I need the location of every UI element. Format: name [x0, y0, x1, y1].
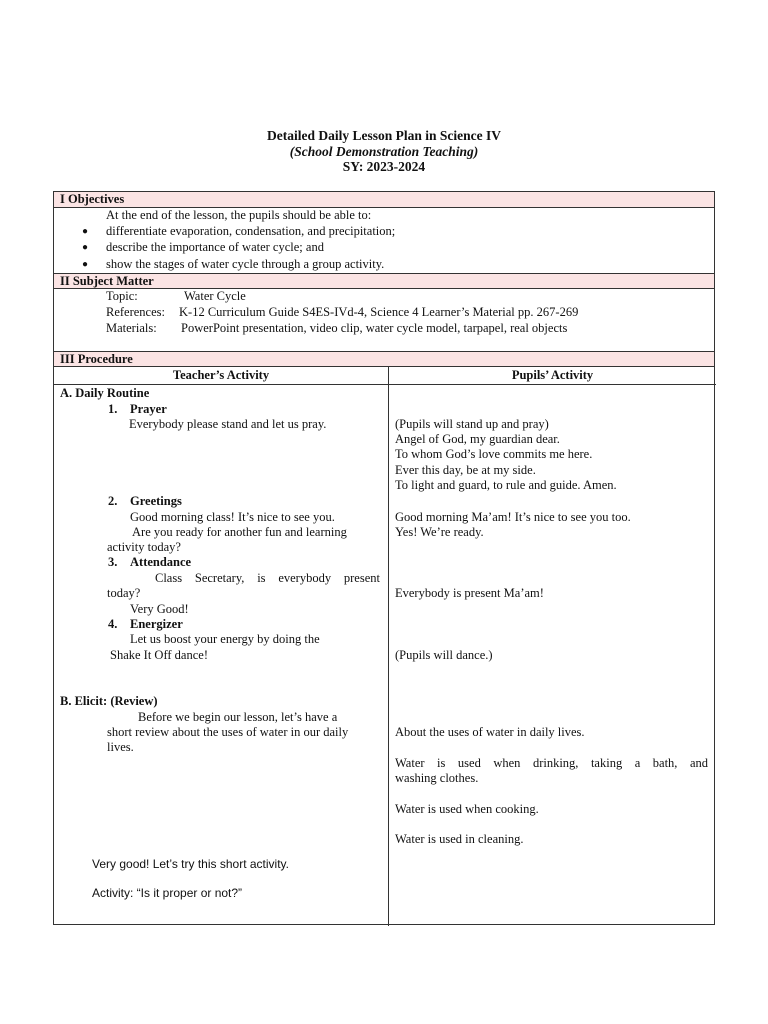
bullet-icon: ●	[82, 259, 89, 270]
references-value: K-12 Curriculum Guide S4ES-IVd-4, Science 4 Learner’s Material pp. 267-269	[179, 305, 579, 319]
prayer-pupils-line-4: Ever this day, be at my side.	[395, 463, 536, 477]
greetings-teacher-line-2: Are you ready for another fun and learning	[132, 525, 347, 539]
elicit-pupils-line-4: Water is used when cooking.	[395, 802, 539, 816]
attendance-teacher-line-1: Class Secretary, is everybody present	[155, 571, 380, 585]
objectives-intro: At the end of the lesson, the pupils should be able to:	[106, 208, 372, 222]
attendance-label: Attendance	[130, 555, 192, 569]
greetings-teacher-line-1: Good morning class! It’s nice to see you.	[130, 510, 335, 524]
objective-item-2: describe the importance of water cycle; and	[106, 240, 324, 254]
prayer-pupils-line-3: To whom God’s love commits me here.	[395, 447, 593, 461]
elicit-heading: B. Elicit: (Review)	[60, 694, 158, 708]
greetings-pupils-line-2: Yes! We’re ready.	[395, 525, 484, 539]
greetings-number: 2.	[108, 494, 118, 508]
lesson-plan-subtitle: (School Demonstration Teaching)	[289, 143, 479, 159]
attendance-teacher-line-3: Very Good!	[130, 602, 189, 616]
materials-label: Materials:	[106, 321, 157, 335]
elicit-pupils-line-3: washing clothes.	[395, 771, 479, 785]
column-divider	[388, 367, 389, 926]
prayer-teacher-text: Everybody please stand and let us pray.	[129, 417, 327, 431]
lesson-plan-table	[53, 191, 715, 925]
materials-value: PowerPoint presentation, video clip, water cycle model, tarpapel, real objects	[181, 321, 568, 335]
greetings-label: Greetings	[130, 494, 182, 508]
teacher-activity-header: Teacher’s Activity	[54, 367, 388, 385]
topic-label: Topic:	[106, 289, 138, 303]
objective-item-1: differentiate evaporation, condensation, and precipitation;	[106, 224, 396, 238]
energizer-number: 4.	[108, 617, 118, 631]
subject-matter-heading: II Subject Matter	[54, 273, 714, 289]
elicit-teacher-line-3: lives.	[107, 740, 134, 754]
bullet-icon: ●	[82, 226, 89, 237]
bullet-icon: ●	[82, 242, 89, 253]
activity-title-text: Activity: “Is it proper or not?”	[92, 886, 243, 900]
attendance-pupils-text: Everybody is present Ma’am!	[395, 586, 544, 600]
daily-routine-heading: A. Daily Routine	[60, 386, 150, 400]
topic-value: Water Cycle	[184, 289, 246, 303]
elicit-pupils-line-1: About the uses of water in daily lives.	[395, 725, 585, 739]
greetings-pupils-line-1: Good morning Ma’am! It’s nice to see you too.	[395, 510, 631, 524]
attendance-number: 3.	[108, 555, 118, 569]
prayer-pupils-line-5: To light and guard, to rule and guide. Amen.	[395, 478, 617, 492]
attendance-teacher-line-2: today?	[107, 586, 141, 600]
elicit-pupils-line-2: Water is used when drinking, taking a bath, and	[395, 756, 708, 770]
elicit-teacher-line-1: Before we begin our lesson, let’s have a	[138, 710, 338, 724]
lesson-plan-title: Detailed Daily Lesson Plan in Science IV	[266, 128, 501, 143]
prayer-label: Prayer	[130, 402, 167, 416]
prayer-pupils-line-2: Angel of God, my guardian dear.	[395, 432, 560, 446]
pupils-activity-header: Pupils’ Activity	[389, 367, 716, 385]
elicit-pupils-line-5: Water is used in cleaning.	[395, 832, 524, 846]
prayer-pupils-line-1: (Pupils will stand up and pray)	[395, 417, 549, 431]
activity-intro-text: Very good! Let’s try this short activity.	[92, 857, 289, 871]
school-year: SY: 2023-2024	[342, 159, 426, 174]
energizer-pupils-text: (Pupils will dance.)	[395, 648, 493, 662]
objective-item-3: show the stages of water cycle through a group activity.	[106, 257, 385, 271]
elicit-teacher-line-2: short review about the uses of water in our daily	[107, 725, 349, 739]
objectives-heading: I Objectives	[54, 192, 714, 208]
energizer-teacher-line-1: Let us boost your energy by doing the	[130, 632, 320, 646]
document-header	[0, 128, 768, 175]
references-label: References:	[106, 305, 165, 319]
prayer-number: 1.	[108, 402, 118, 416]
energizer-label: Energizer	[130, 617, 183, 631]
greetings-teacher-line-3: activity today?	[107, 540, 181, 554]
procedure-heading: III Procedure	[54, 351, 714, 367]
energizer-teacher-line-2: Shake It Off dance!	[110, 648, 208, 662]
